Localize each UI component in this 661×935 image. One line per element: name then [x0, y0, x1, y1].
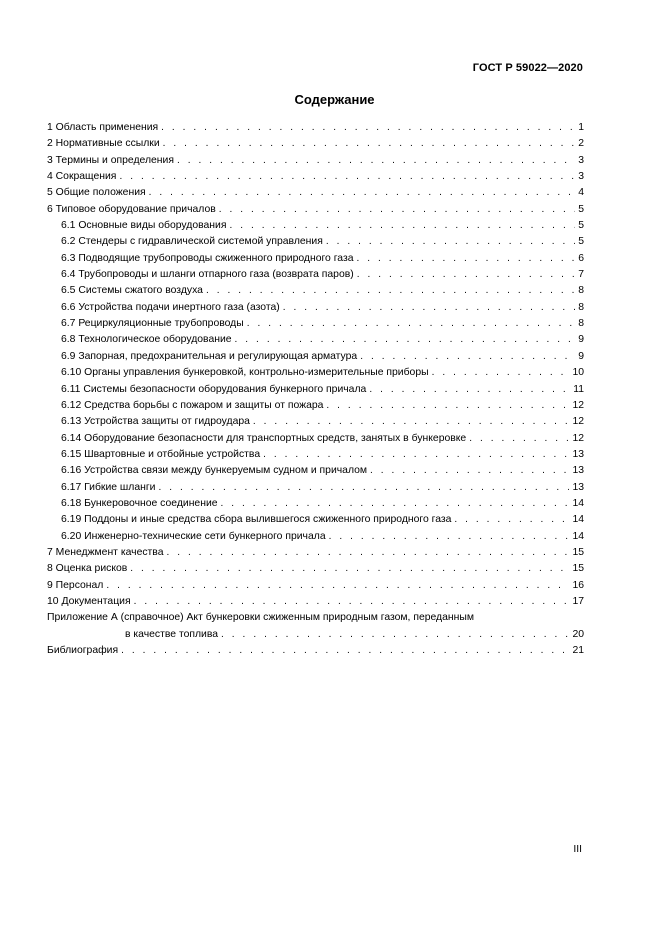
dot-leader: [326, 398, 569, 414]
toc-entry-title: 3 Термины и определения: [47, 154, 174, 166]
toc-entry-page: 14: [572, 530, 584, 542]
toc-entry-page: 20: [572, 628, 584, 640]
toc-entry[interactable]: [47, 431, 584, 447]
toc-entry-title: 6.5 Системы сжатого воздуха: [61, 285, 203, 297]
dot-leader: [235, 332, 576, 348]
toc-entry-page: 3: [578, 154, 584, 166]
toc-entry[interactable]: [47, 529, 584, 545]
toc-entry-title: 6.14 Оборудование безопасности для транспортных средств, занятых в бункеровке: [61, 432, 467, 444]
dot-leader: [356, 251, 575, 267]
dot-leader: [119, 169, 575, 185]
dot-leader: [253, 414, 570, 430]
toc-entry-page: 1: [578, 122, 584, 133]
toc-entry[interactable]: [47, 365, 584, 381]
toc-entry[interactable]: [47, 136, 584, 152]
toc-entry[interactable]: [47, 594, 584, 610]
toc-entry-page: 12: [572, 416, 584, 428]
toc-entry-title: 6.1 Основные виды оборудования: [61, 220, 227, 232]
dot-leader: [229, 218, 575, 234]
table-of-contents: [47, 120, 584, 659]
toc-entry-title: 6.10 Органы управления бункеровкой, контрольно-измерительные приборы: [61, 367, 429, 379]
toc-entry[interactable]: [47, 251, 584, 267]
toc-entry[interactable]: [47, 496, 584, 512]
toc-entry-page: 13: [572, 481, 584, 493]
toc-entry[interactable]: [47, 512, 584, 528]
toc-entry-page: 5: [578, 220, 584, 232]
dot-leader: [369, 382, 570, 398]
toc-entry-page: 5: [578, 236, 584, 248]
dot-leader: [360, 349, 575, 365]
toc-appendix-line1: Приложение А (справочное) Акт бункеровки сжиженным природным газом, переданным: [47, 612, 474, 624]
toc-entry-title: 4 Сокращения: [47, 171, 117, 183]
toc-entry-page: 15: [572, 563, 584, 575]
toc-entry-title: 6.15 Швартовные и отбойные устройства: [61, 448, 261, 460]
toc-entry-page: 16: [572, 579, 584, 591]
dot-leader: [219, 202, 575, 218]
toc-entry-page: 6: [578, 252, 584, 264]
dot-leader: [469, 431, 569, 447]
dot-leader: [329, 529, 570, 545]
toc-entry-title: 6 Типовое оборудование причалов: [47, 203, 216, 215]
toc-entry-title: 6.8 Технологическое оборудование: [61, 334, 232, 346]
toc-entry[interactable]: [47, 561, 584, 577]
toc-entry-title: 9 Персонал: [47, 579, 104, 591]
toc-entry-page: 5: [578, 203, 584, 215]
toc-entry-title: в качестве топлива: [125, 628, 219, 640]
toc-entry-page: 13: [572, 448, 584, 460]
dot-leader: [454, 512, 569, 528]
toc-entry-title: 6.6 Устройства подачи инертного газа (азота): [61, 301, 280, 313]
dot-leader: [206, 283, 575, 299]
dot-leader: [106, 578, 569, 594]
toc-entry[interactable]: [47, 545, 584, 561]
toc-appendix-entry[interactable]: [47, 627, 584, 643]
toc-entry-title: 6.2 Стендеры с гидравлической системой управления: [61, 236, 323, 248]
dot-leader: [221, 496, 570, 512]
toc-entry-page: 21: [572, 645, 584, 656]
dot-leader: [221, 627, 569, 643]
toc-entry[interactable]: [47, 578, 584, 594]
toc-entry[interactable]: [47, 153, 584, 169]
toc-entry-title: 6.12 Средства борьбы с пожаром и защиты от пожара: [61, 399, 324, 411]
toc-entry-title: 1 Область применения: [47, 122, 159, 133]
toc-entry-title: 5 Общие положения: [47, 187, 146, 199]
toc-entry-page: 8: [578, 318, 584, 330]
toc-entry-page: 9: [578, 334, 584, 346]
toc-entry-title: 6.17 Гибкие шланги: [61, 481, 156, 493]
toc-entry-page: 14: [572, 514, 584, 526]
toc-entry-page: 9: [578, 350, 584, 362]
toc-entry[interactable]: [47, 349, 584, 365]
dot-leader: [326, 234, 575, 250]
toc-entry-title: 10 Документация: [47, 595, 131, 607]
toc-entry[interactable]: [47, 447, 584, 463]
toc-entry[interactable]: [47, 382, 584, 398]
toc-entry[interactable]: [47, 414, 584, 430]
toc-entry[interactable]: [47, 300, 584, 316]
standard-code: ГОСТ Р 59022—2020: [472, 62, 583, 74]
toc-entry[interactable]: [47, 169, 584, 185]
dot-leader: [247, 316, 576, 332]
toc-entry[interactable]: [47, 267, 584, 283]
dot-leader: [166, 545, 569, 561]
toc-entry[interactable]: [47, 332, 584, 348]
toc-entry[interactable]: [47, 120, 584, 136]
toc-entry-page: 11: [573, 383, 584, 395]
toc-entry-title: 6.13 Устройства защиты от гидроудара: [61, 416, 250, 428]
dot-leader: [121, 643, 569, 659]
toc-entry-title: 6.4 Трубопроводы и шланги отпарного газа (возврата паров): [61, 269, 354, 281]
dot-leader: [134, 594, 570, 610]
toc-entry-title: 6.20 Инженерно-технические сети бункерного причала: [61, 530, 326, 542]
dot-leader: [357, 267, 575, 283]
toc-entry-title: 8 Оценка рисков: [47, 563, 128, 575]
toc-entry-page: 7: [578, 269, 584, 281]
toc-entry-page: 8: [578, 301, 584, 313]
toc-entry[interactable]: [47, 202, 584, 218]
toc-entry-page: 10: [572, 367, 584, 379]
toc-entry[interactable]: [47, 480, 584, 496]
toc-title: Содержание: [294, 92, 375, 107]
toc-bibliography-entry[interactable]: [47, 643, 584, 659]
toc-entry-title: 6.3 Подводящие трубопроводы сжиженного природного газа: [61, 252, 354, 264]
toc-entry[interactable]: [47, 185, 584, 201]
toc-entry-page: 17: [572, 595, 584, 607]
dot-leader: [370, 463, 569, 479]
dot-leader: [149, 185, 576, 201]
dot-leader: [130, 561, 569, 577]
toc-entry-title: 7 Менеджмент качества: [47, 546, 164, 558]
toc-entry-title: 6.16 Устройства связи между бункеруемым судном и причалом: [61, 465, 368, 477]
toc-entry-title: 2 Нормативные ссылки: [47, 138, 160, 150]
toc-entry[interactable]: [47, 316, 584, 332]
toc-entry[interactable]: [47, 234, 584, 250]
toc-entry[interactable]: [47, 398, 584, 414]
toc-entry-page: 13: [572, 465, 584, 477]
toc-entry-title: 6.9 Запорная, предохранительная и регулирующая арматура: [61, 350, 358, 362]
dot-leader: [158, 480, 569, 496]
dot-leader: [263, 447, 569, 463]
toc-entry-page: 2: [578, 138, 584, 150]
toc-entry[interactable]: [47, 218, 584, 234]
page-number: III: [573, 844, 582, 855]
toc-entry-page: 12: [572, 399, 584, 411]
toc-entry-page: 12: [572, 432, 584, 444]
toc-entry[interactable]: [47, 463, 584, 479]
toc-entry-page: 15: [572, 546, 584, 558]
dot-leader: [432, 365, 570, 381]
toc-entry-title: 6.18 Бункеровочное соединение: [61, 497, 218, 509]
toc-entry[interactable]: [47, 283, 584, 299]
dot-leader: [163, 136, 576, 152]
toc-entry-title: Библиография: [47, 645, 119, 656]
toc-entry-title: 6.7 Рециркуляционные трубопроводы: [61, 318, 244, 330]
dot-leader: [161, 120, 575, 136]
toc-entry-page: 8: [578, 285, 584, 297]
toc-entry-title: 6.19 Поддоны и иные средства сбора вылившегося сжиженного природного газа: [61, 514, 452, 526]
toc-entry-title: 6.11 Системы безопасности оборудования бункерного причала: [61, 383, 367, 395]
toc-entry-page: 4: [578, 187, 584, 199]
toc-entry-page: 14: [572, 497, 584, 509]
dot-leader: [177, 153, 575, 169]
dot-leader: [283, 300, 576, 316]
toc-entry-page: 3: [578, 171, 584, 183]
